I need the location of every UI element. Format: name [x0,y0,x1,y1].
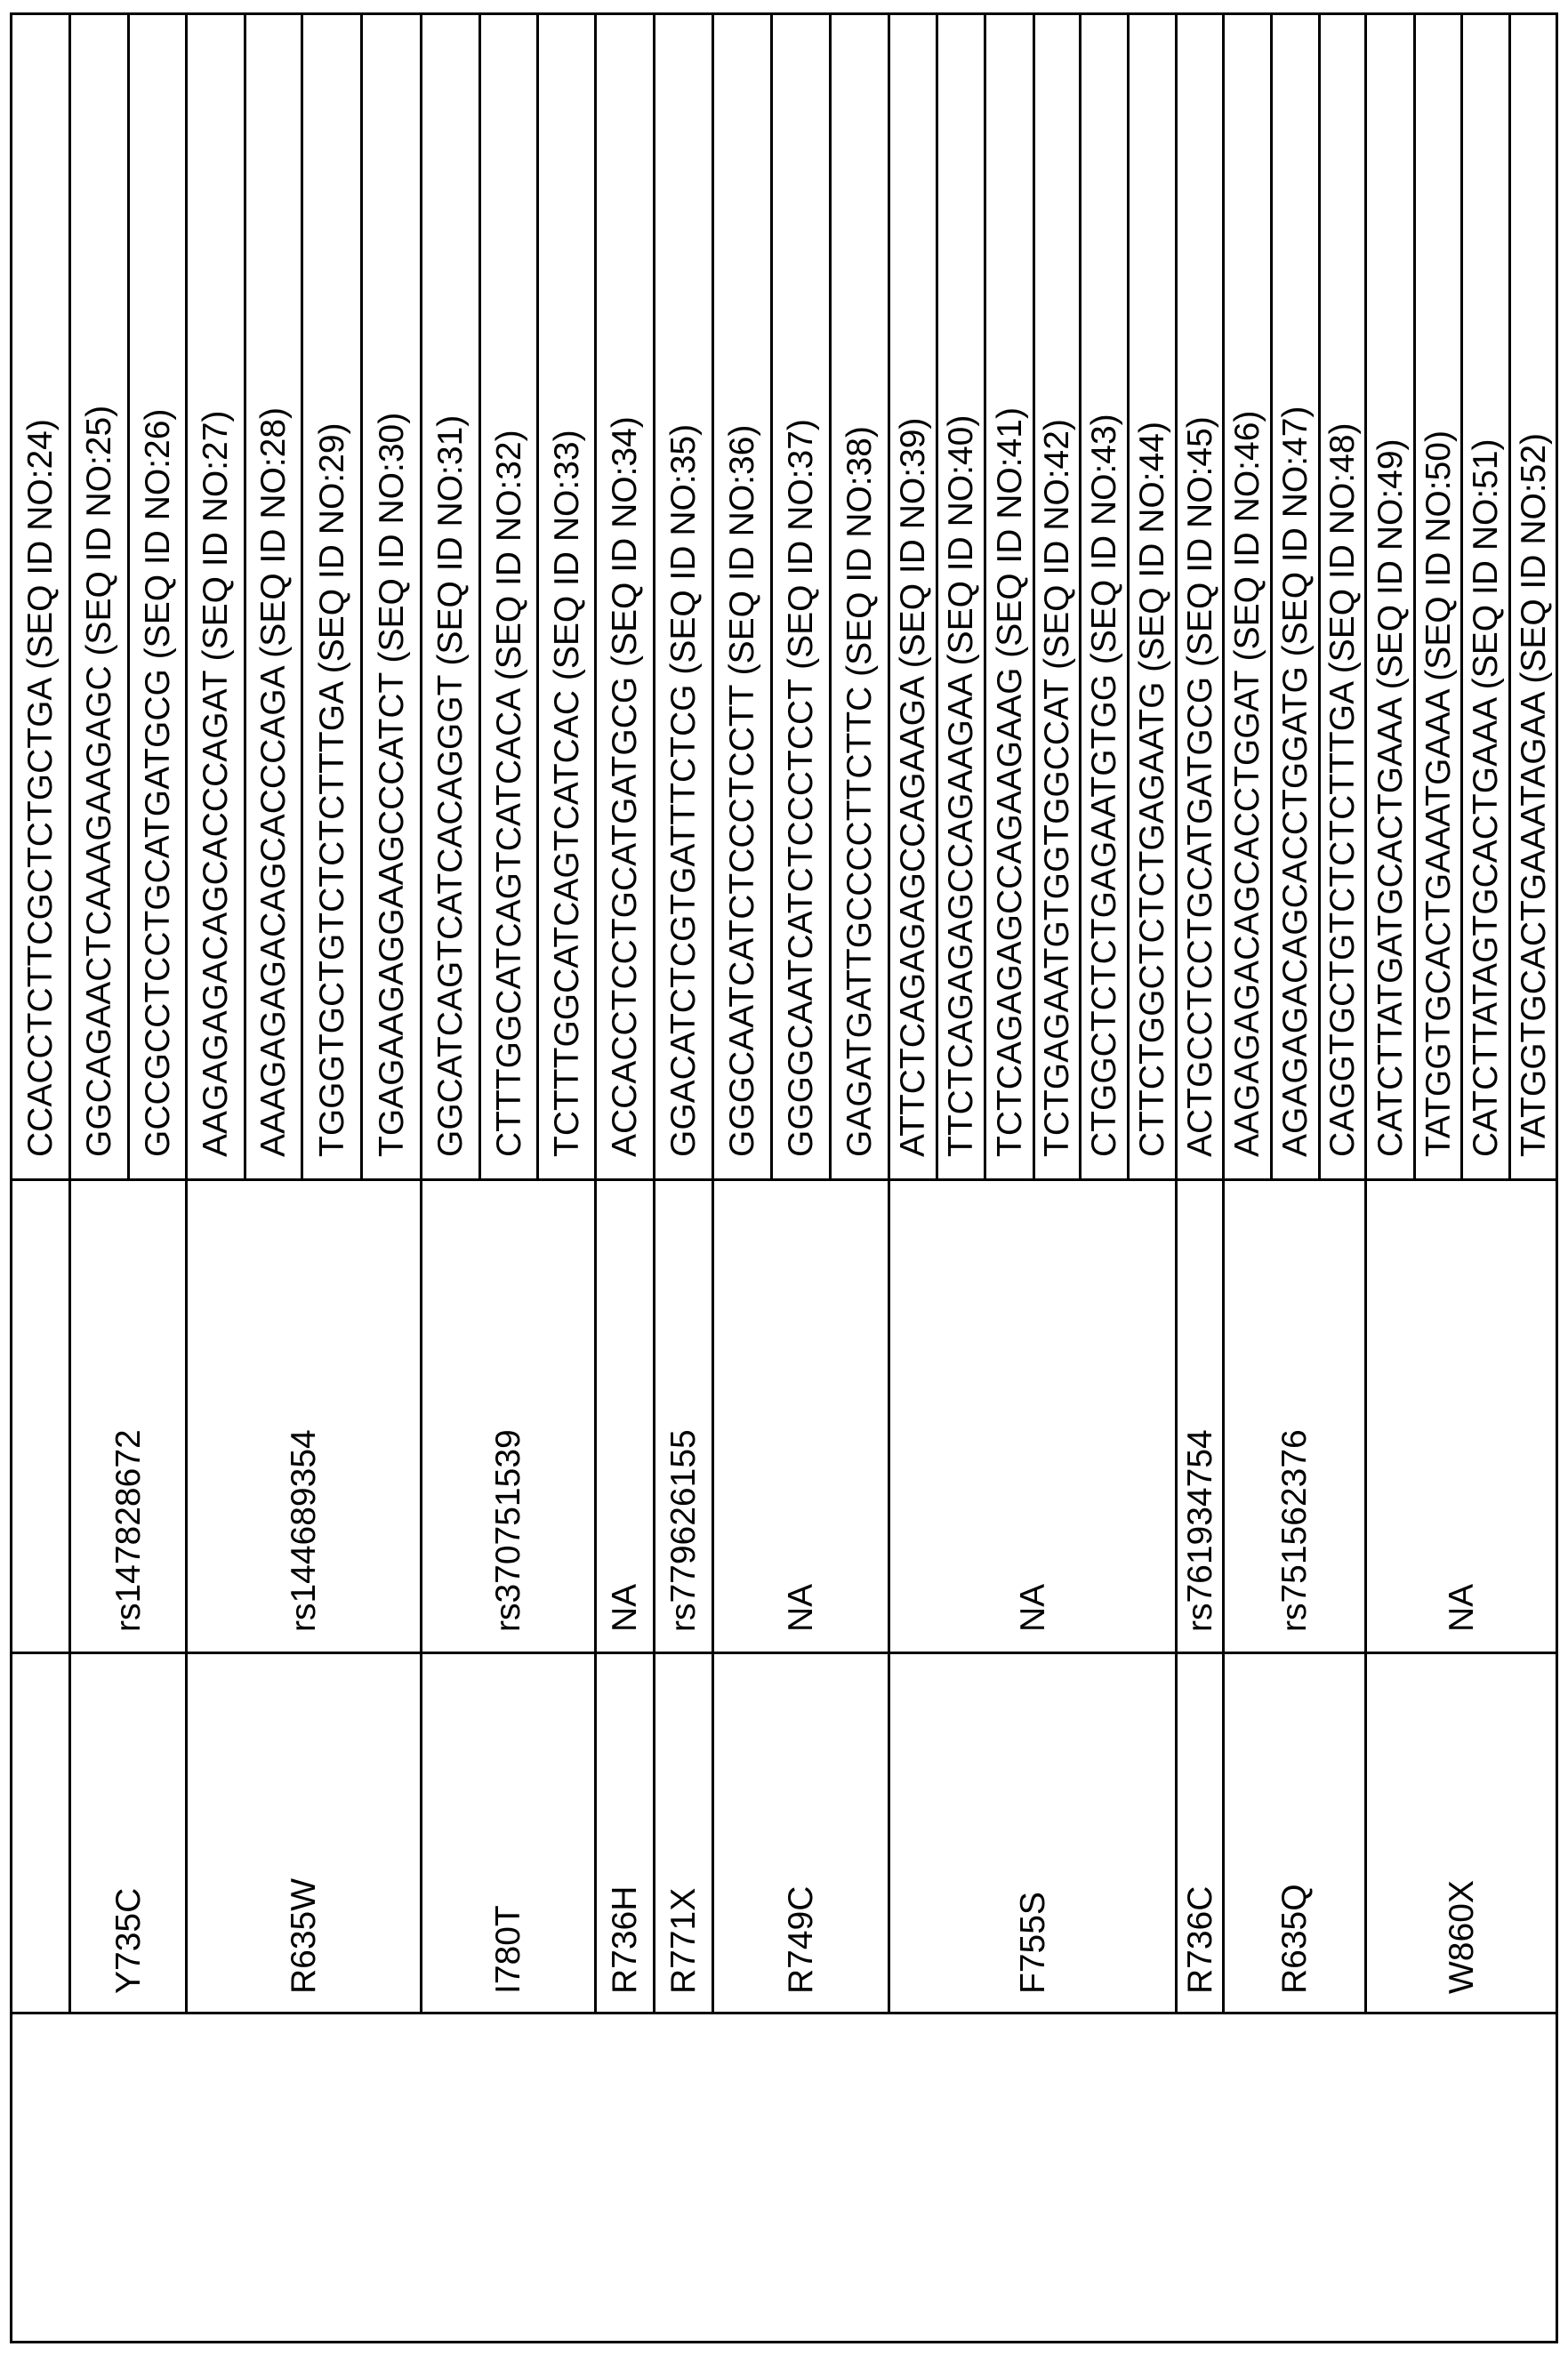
sequence-cell: GGCATCAGTCATCACAGGGT (SEQ ID NO:31) [422,14,480,1180]
table-row [1366,14,1415,2343]
table-row [1224,14,1272,2343]
rsid-cell: rs761934754 [1177,1180,1224,1653]
sequence-cell: CATCTTATAGTGCACTGAAA (SEQ ID NO:51) [1462,14,1510,1180]
rsid-cell: rs147828672 [70,1180,187,1653]
sequence-cell: AGAGAGACAGCACCTGGATG (SEQ ID NO:47) [1272,14,1320,1180]
sequence-cell: GGACATCTCGTGATTTCTCG (SEQ ID NO:35) [655,14,713,1180]
sequence-cell: CCACCTCTTCGCTCTGCTGA (SEQ ID NO:24) [12,14,70,1180]
sequence-cell: TTCTCAGAGAGCCAGAAGAA (SEQ ID NO:40) [937,14,985,1180]
sequence-cell: ACCACCTCCTGCATGATGCG (SEQ ID NO:34) [596,14,655,1180]
sequence-cell: GGCAGAACTCAAAGAAGAGC (SEQ ID NO:25) [70,14,129,1180]
mutation-cell: R736H [596,1653,655,2013]
empty-cell [12,2013,1557,2343]
table-row [889,14,937,2343]
sequence-cell: CTTTGGCATCAGTCATCACA (SEQ ID NO:32) [480,14,538,1180]
table-row [1177,14,1224,2343]
mutation-cell: R635W [187,1653,422,2013]
sequence-cell: TATGGTGCACTGAAATGAAA (SEQ ID NO:50) [1415,14,1462,1180]
sequence-cell: CTTCTGGCTCTCTGAGAATG (SEQ ID NO:44) [1129,14,1177,1180]
mutation-cell: R736C [1177,1653,1224,2013]
mutation-cell: R635Q [1224,1653,1366,2013]
sequence-cell: CTGGCTCTCTGAGAATGTGG (SEQ ID NO:43) [1081,14,1129,1180]
sequence-cell: ATTCTCAGAGAGCCAGAAGA (SEQ ID NO:39) [889,14,937,1180]
table-row [12,14,70,2343]
table-row [187,14,245,2343]
table-row [655,14,713,2343]
sequence-cell: AAAGAGAGACAGCACCCAGA (SEQ ID NO:28) [245,14,302,1180]
mutation-cell: I780T [422,1653,596,2013]
mutation-cell: Y735C [70,1653,187,2013]
rsid-cell: NA [713,1180,889,1653]
mutation-sgrna-table [10,12,1558,2343]
table-body [12,14,1557,2343]
sequence-cell: GGGCAATCATCTCCCTCCTT (SEQ ID NO:36) [713,14,772,1180]
sequence-cell: AAGAGAGACAGCACCCAGAT (SEQ ID NO:27) [187,14,245,1180]
sequence-cell: TGAGAAGAGGAAGCCCATCT (SEQ ID NO:30) [362,14,422,1180]
table-row [422,14,480,2343]
sequence-cell: CAGGTGCTGTCTCTCTTTGA (SEQ ID NO:48) [1320,14,1366,1180]
rsid-cell: NA [889,1180,1177,1653]
table-row [713,14,772,2343]
table-row [596,14,655,2343]
rotated-table-container [10,15,1556,2343]
mutation-cell: W860X [1366,1653,1557,2013]
mutation-cell [12,1653,70,2013]
mutation-cell: R771X [655,1653,713,2013]
sequence-cell: GGGGCAATCATCTCCCTCCT (SEQ ID NO:37) [772,14,831,1180]
sequence-cell: TATGGTGCACTGAAATAGAA (SEQ ID NO:52) [1510,14,1557,1180]
sequence-cell: TGGGTGCTGTCTCTCTTTGA (SEQ ID NO:29) [302,14,362,1180]
sequence-cell: TCTTTGGCATCAGTCATCAC (SEQ ID NO:33) [538,14,596,1180]
sequence-cell: AAGAGAGACAGCACCTGGAT (SEQ ID NO:46) [1224,14,1272,1180]
rsid-cell: rs751562376 [1224,1180,1366,1653]
rsid-cell [12,1180,70,1653]
rsid-cell: NA [1366,1180,1557,1653]
sequence-cell: GAGATGATTGCCCCTTCTTC (SEQ ID NO:38) [831,14,889,1180]
rsid-cell: rs144689354 [187,1180,422,1653]
sequence-cell: TCTGAGAATGTGGTGGCCAT (SEQ ID NO:42) [1034,14,1081,1180]
mutation-cell: R749C [713,1653,889,2013]
sequence-cell: GCCGCCTCCTGCATGATGCG (SEQ ID NO:26) [129,14,187,1180]
table-row [70,14,129,2343]
rsid-cell: rs370751539 [422,1180,596,1653]
rsid-cell: NA [596,1180,655,1653]
sequence-cell: TCTCAGAGAGCCAGAAGAAG (SEQ ID NO:41) [985,14,1034,1180]
mutation-cell: F755S [889,1653,1177,2013]
sequence-cell: ACTGCCTCCTGCATGATGCG (SEQ ID NO:45) [1177,14,1224,1180]
sequence-cell: CATCTTATGATGCACTGAAA (SEQ ID NO:49) [1366,14,1415,1180]
rsid-cell: rs779626155 [655,1180,713,1653]
